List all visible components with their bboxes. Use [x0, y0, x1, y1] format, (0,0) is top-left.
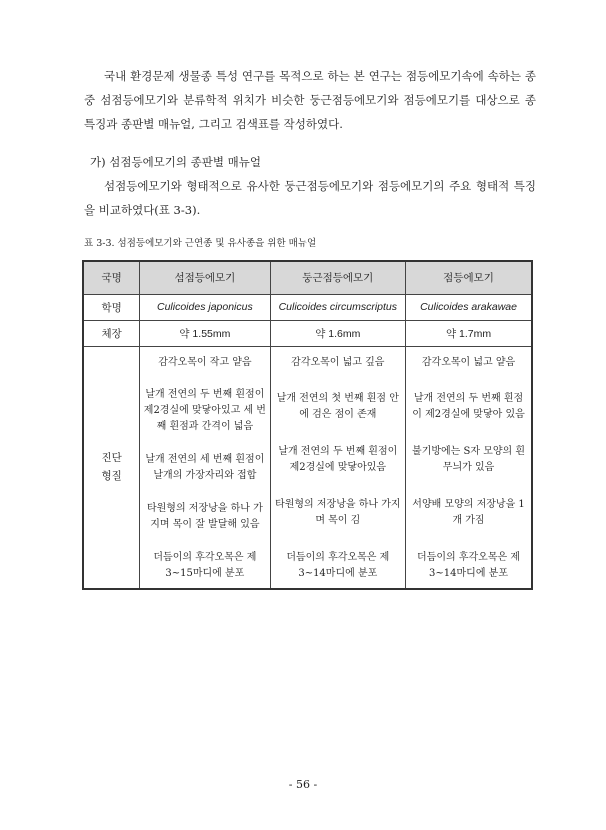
diagnosis-item: 서양배 모양의 저장낭을 1개 가짐 [412, 498, 525, 526]
diagnosis-label-line-2: 형질 [101, 470, 122, 482]
diagnosis-item: 날개 전연의 두 번째 흰점이 제2경실에 맞닿아있음 [278, 446, 398, 473]
table-header-row [83, 261, 532, 294]
sci-name-1: Culicoides japonicus [140, 294, 270, 320]
header-species-3: 점등에모기 [406, 261, 532, 294]
table-caption: 표 3-3. 섬점등에모기와 근연종 및 유사종을 위한 매뉴얼 [84, 238, 317, 249]
table-row-scientific-name [83, 294, 532, 320]
body-length-3: 약 1.7mm [406, 320, 532, 346]
diagnosis-species-1 [140, 346, 270, 589]
header-species-2: 둥근점등에모기 [270, 261, 406, 294]
diagnosis-item: 날개 전연의 두 번째 흰점이 제2경실에 맞닿아있고 세 번째 흰점과 간격이 넓음 [143, 389, 266, 433]
body-length-2: 약 1.6mm [270, 320, 406, 346]
table-row-body-length [83, 320, 532, 346]
header-korean-name: 국명 [83, 261, 140, 294]
diagnosis-item: 날개 전연의 세 번째 흰점이 날개의 가장자리와 접합 [145, 454, 265, 481]
row-label-diagnosis [83, 346, 140, 589]
diagnosis-item: 불기방에는 S자 모양의 흰 무늬가 있음 [412, 446, 526, 473]
intro-paragraph: 국내 환경문제 생물종 특성 연구를 목적으로 하는 본 연구는 점등에모기속에 속하는 종 중 섬점등에모기와 분류학적 위치가 비슷한 둥근점등에모기와 점등에모기를 대상으로 종 특징과 종판별 매뉴얼, 그리고 검색표를 작성하였다. [84, 69, 536, 131]
diagnosis-species-2 [270, 346, 406, 589]
header-species-1: 섬점등에모기 [140, 261, 270, 294]
row-label-body-length: 체장 [83, 320, 140, 346]
diagnosis-item: 더듬이의 후각오목은 제3~15마디에 분포 [153, 551, 257, 579]
table-row-diagnosis [83, 346, 532, 589]
sci-name-2: Culicoides circumscriptus [270, 294, 406, 320]
diagnosis-item: 더듬이의 후각오목은 제3~14마디에 분포 [417, 551, 521, 579]
body-length-1: 약 1.55mm [140, 320, 270, 346]
diagnosis-item: 타원형의 저장낭을 하나 가지며 목이 잘 발달해 있음 [146, 502, 263, 530]
diagnosis-item: 더듬이의 후각오목은 제3~14마디에 분포 [286, 551, 390, 579]
species-manual-table [82, 260, 533, 590]
section-heading: 가) 섬점등에모기의 종판별 매뉴얼 [90, 155, 261, 169]
diagnosis-species-3 [406, 346, 532, 589]
row-label-scientific-name: 학명 [83, 294, 140, 320]
diagnosis-item: 타원형의 저장낭을 하나 가지며 목이 김 [275, 498, 401, 526]
sci-name-3: Culicoides arakawae [406, 294, 532, 320]
diagnosis-label-line-1: 진단 [101, 452, 122, 464]
diagnosis-item: 감각오목이 작고 얕음 [158, 356, 252, 368]
page-number: - 56 - [288, 778, 318, 791]
diagnosis-item: 날개 전연의 첫 번째 흰점 안에 검은 점이 존재 [276, 393, 399, 421]
diagnosis-item: 감각오목이 넓고 얕음 [421, 356, 516, 368]
diagnosis-item: 날개 전연의 두 번째 흰점이 제2경실에 맞닿아 있음 [412, 393, 525, 421]
compare-paragraph: 섬점등에모기와 형태적으로 유사한 둥근점등에모기와 점등에모기의 주요 형태적 특징을 비교하였다(표 3-3). [84, 179, 536, 217]
diagnosis-item: 감각오목이 넓고 깊음 [291, 356, 385, 368]
